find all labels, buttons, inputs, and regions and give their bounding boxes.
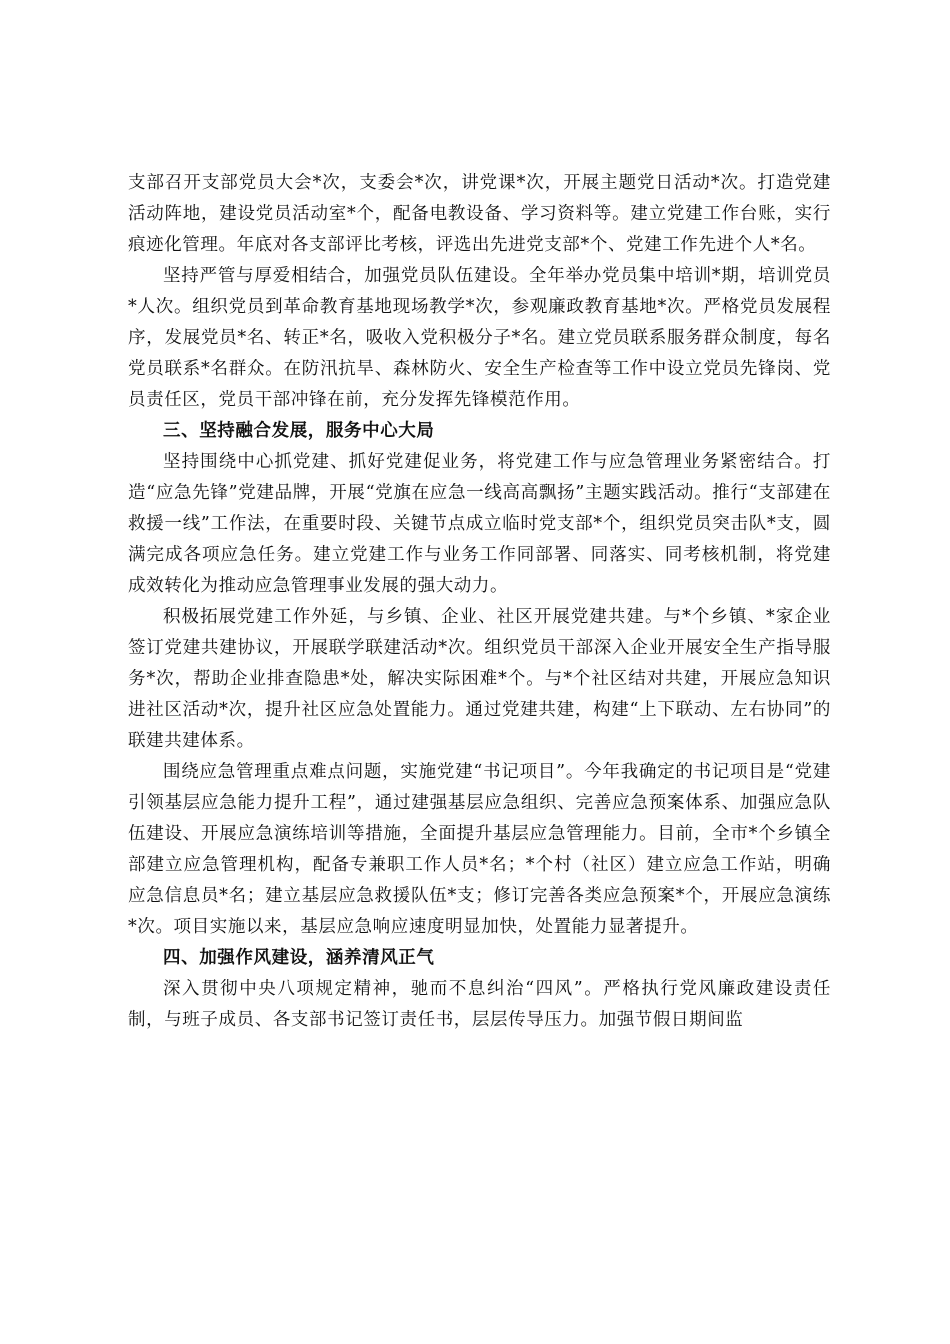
- section-heading-4: 四、加强作风建设，涵养清风正气: [163, 948, 435, 968]
- paragraph-co-building: 积极拓展党建工作外延，与乡镇、企业、社区开展党建共建。与*个乡镇、*家企业签订党建共建协议，开展联学联建活动*次。组织党员干部深入企业开展安全生产指导服务*次，帮助企业排查隐患*处，解决实际困难*个。与*个社区结对共建，开展应急知识进社区活动*次，提升社区应急处置能力。通过党建共建，构建“上下联动、左右协同”的联建共建体系。: [128, 607, 831, 751]
- paragraph-secretary-project: 围绕应急管理重点难点问题，实施党建“书记项目”。今年我确定的书记项目是“党建引领基层应急能力提升工程”，通过建强基层应急组织、完善应急预案体系、加强应急队伍建设、开展应急演练培训等措施，全面提升基层应急管理能力。目前，全市*个乡镇全部建立应急管理机构，配备专兼职工作人员*名；*个村（社区）建立应急工作站，明确应急信息员*名；建立基层应急救援队伍*支；修订完善各类应急预案*个，开展应急演练*次。项目实施以来，基层应急响应速度明显加快，处置能力显著提升。: [128, 762, 831, 937]
- section-heading-3: 三、坚持融合发展，服务中心大局: [163, 421, 435, 441]
- paragraph-style-building: 深入贯彻中央八项规定精神，驰而不息纠治“四风”。严格执行党风廉政建设责任制，与班子成员、各支部书记签订责任书，层层传导压力。加强节假日期间监: [128, 979, 831, 1030]
- paragraph-team-building: 坚持严管与厚爱相结合，加强党员队伍建设。全年举办党员集中培训*期，培训党员*人次。组织党员到革命教育基地现场教学*次，参观廉政教育基地*次。严格党员发展程序，发展党员*名、转正*名，吸收入党积极分子*名。建立党员联系服务群众制度，每名党员联系*名群众。在防汛抗旱、森林防火、安全生产检查等工作中设立党员先锋岗、党员责任区，党员干部冲锋在前，充分发挥先锋模范作用。: [128, 266, 831, 410]
- paragraph-integration: 坚持围绕中心抓党建、抓好党建促业务，将党建工作与应急管理业务紧密结合。打造“应急先锋”党建品牌，开展“党旗在应急一线高高飘扬”主题实践活动。推行“支部建在救援一线”工作法，在重要时段、关键节点成立临时党支部*个，组织党员突击队*支，圆满完成各项应急任务。建立党建工作与业务工作同部署、同落实、同考核机制，将党建成效转化为推动应急管理事业发展的强大动力。: [128, 452, 831, 596]
- paragraph-branch-activities: 支部召开支部党员大会*次，支委会*次，讲党课*次，开展主题党日活动*次。打造党建活动阵地，建设党员活动室*个，配备电教设备、学习资料等。建立党建工作台账，实行痕迹化管理。年底对各支部评比考核，评选出先进党支部*个、党建工作先进个人*名。: [128, 173, 831, 255]
- document-body: [128, 168, 831, 1036]
